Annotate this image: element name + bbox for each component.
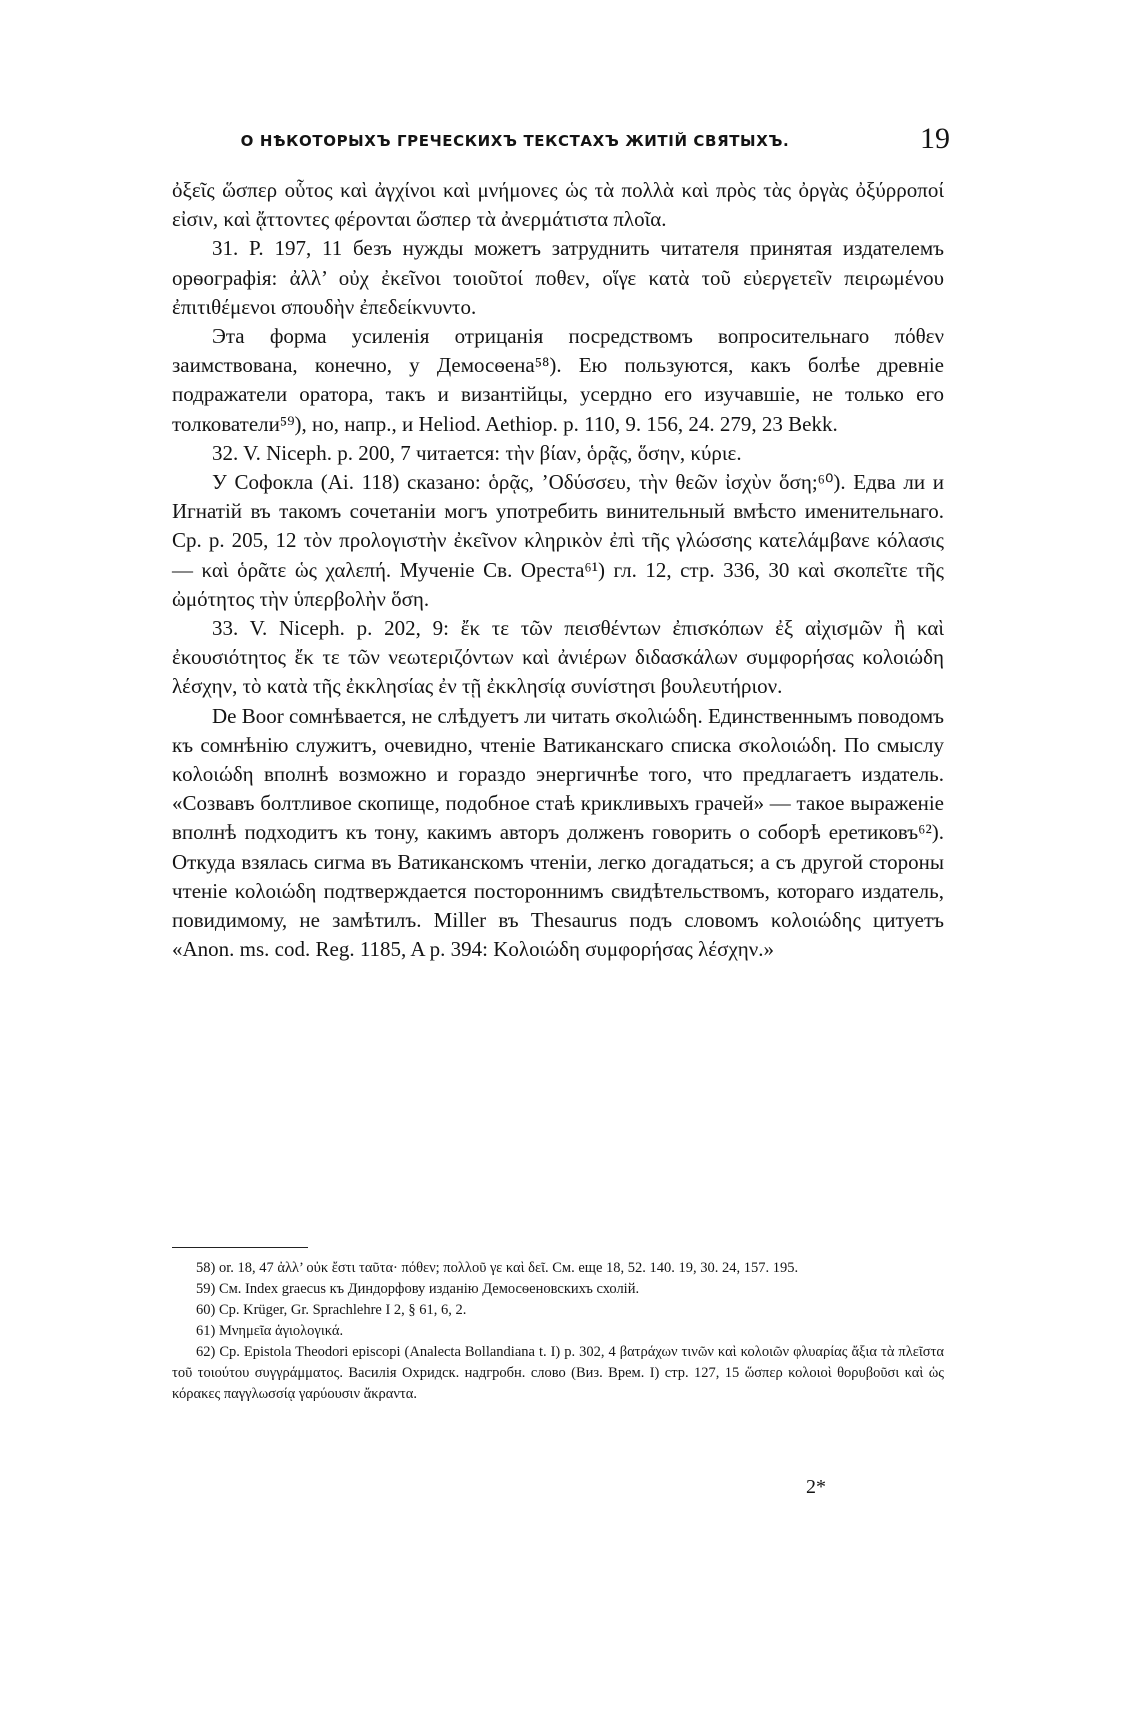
footnote: 61) Μνημεῖα ἁγιολογικά. bbox=[196, 1323, 344, 1339]
footnote: 60) Ср. Krüger, Gr. Sprachlehre I 2, § 61, 6, 2. bbox=[196, 1302, 467, 1318]
running-header bbox=[150, 122, 950, 166]
paragraph: ὀξεῖς ὥσπερ οὗτος καὶ ἀγχίνοι καὶ μνήμονες ὡς τὰ πολλὰ καὶ πρὸς τὰς ὀργὰς ὀξύρροποί εἰσιν, καὶ ᾄττοντες φέρονται ὥσπερ τὰ ἀνερμάτιστα πλοῖα. bbox=[172, 178, 944, 232]
footnote: 59) См. Index graecus къ Диндорфову изданію Демосѳеновскихъ схолій. bbox=[196, 1281, 640, 1297]
paragraph: Эта форма усиленія отрицанія посредствомъ вопросительнаго πόθεν заимствована, конечно, у Демосѳена⁵⁸). Ею пользуются, какъ болѣе древніе подражатели оратора, такъ и византійцы, усердно его изучавшіе, не только его толкователи⁵⁹), но, напр., и Heliod. Aethiop. p. 110, 9. 156, 24. 279, 23 Bekk. bbox=[172, 324, 944, 436]
main-text bbox=[172, 176, 944, 964]
paragraph: 33. V. Niceph. p. 202, 9: ἔκ τε τῶν πεισθέντων ἐπισκόπων ἐξ αἰχισμῶν ἢ καὶ ἐκουσιότητος ἔκ τε τῶν νεωτεριζόντων καὶ ἀνιέρων διδασκάλων συμφορήσας κολοιώδη λέσχην, τὸ κατὰ τῆς ἐκκλησίας ἐν τῇ ἐκκλησίᾳ συνίστησι βουλευτήριον. bbox=[172, 616, 944, 699]
footnote-divider bbox=[172, 1247, 308, 1248]
paragraph: De Boor сомнѣвается, не слѣдуетъ ли читать σκολιώδη. Единственнымъ поводомъ къ сомнѣнію служитъ, очевидно, чтеніе Ватиканскаго списка σκολοιώδη. По смыслу κολοιώδη вполнѣ возможно и гораздо энергичнѣе того, что предлагаетъ издатель. «Созвавъ болтливое скопище, подобное стаѣ крикливыхъ грачей» — такое выраженіе вполнѣ подходитъ къ тону, какимъ авторъ долженъ говорить о соборѣ еретиковъ⁶²). Откуда взялась сигма въ Ватиканскомъ чтеніи, легко догадаться; а съ другой стороны чтеніе κολοιώδη подтверждается постороннимъ свидѣтельствомъ, котораго издатель, повидимому, не замѣтилъ. Miller въ Thesaurus подъ словомъ κολοιώδης цитуетъ «Anon. ms. cod. Reg. 1185, A p. 394: Κολοιώδη συμφορήσας λέσχην.» bbox=[172, 703, 944, 962]
paragraph: У Софокла (Ai. 118) сказано: ὁρᾷς, ’Οδύσσευ, τὴν θεῶν ἰσχὺν ὅση;⁶⁰). Едва ли и Игнатій въ такомъ сочетаніи могъ употребить винительный вмѣсто именительнаго. Ср. p. 205, 12 τὸν προλογιστὴν ἐκεῖνον κληρικὸν ἐπὶ τῆς γλώσσης κατελάμβανε κόλασις — καὶ ὁρᾶτε ὡς χαλεπή. Мученіе Св. Ореста⁶¹) гл. 12, стр. 336, 30 καὶ σκοπεῖτε τῆς ὠμότητος τὴν ὑπερβολὴν ὅση. bbox=[172, 470, 944, 611]
page-number: 19 bbox=[920, 122, 950, 155]
footnote: 62) Ср. Epistola Theodori episcopi (Analecta Bollandiana t. I) p. 302, 4 βατράχων τινῶν καὶ κολοιῶν φλυαρίας ἄξια τὰ πλεῖστα τοῦ τοιούτου συγγράμματος. Василія Охридск. надгробн. слово (Виз. Врем. I) стр. 127, 15 ὥσπερ κολοιοὶ θορυβοῦσι καὶ ὡς κόρακες παγγλωσσίᾳ γαρύουσιν ἄκραντα. bbox=[172, 1344, 944, 1402]
running-title: О НѢКОТОРЫХЪ ГРЕЧЕСКИХЪ ТЕКСТАХЪ ЖИТІЙ СВЯТЫХЪ. bbox=[240, 132, 790, 150]
footnote: 58) or. 18, 47 ἀλλ’ οὐκ ἔστι ταῦτα· πόθεν; πολλοῦ γε καὶ δεῖ. См. еще 18, 52. 140. 19, 30. 24, 157. 195. bbox=[196, 1260, 799, 1276]
signature-mark: 2* bbox=[806, 1476, 826, 1498]
footnotes bbox=[172, 1258, 944, 1405]
paragraph: 32. V. Niceph. p. 200, 7 читается: τὴν βίαν, ὁρᾷς, ὅσην, κύριε. bbox=[212, 440, 742, 465]
paragraph: 31. P. 197, 11 безъ нужды можетъ затруднить читателя принятая издателемъ орѳографія: ἀλλ’ οὐχ ἐκεῖνοι τοιοῦτοί ποθεν, οἵγε κατὰ τοῦ εὐεργετεῖν πειρωμένου ἐπιτιθέμενοι σπουδὴν ἐπεδείκνυντο. bbox=[172, 236, 944, 319]
